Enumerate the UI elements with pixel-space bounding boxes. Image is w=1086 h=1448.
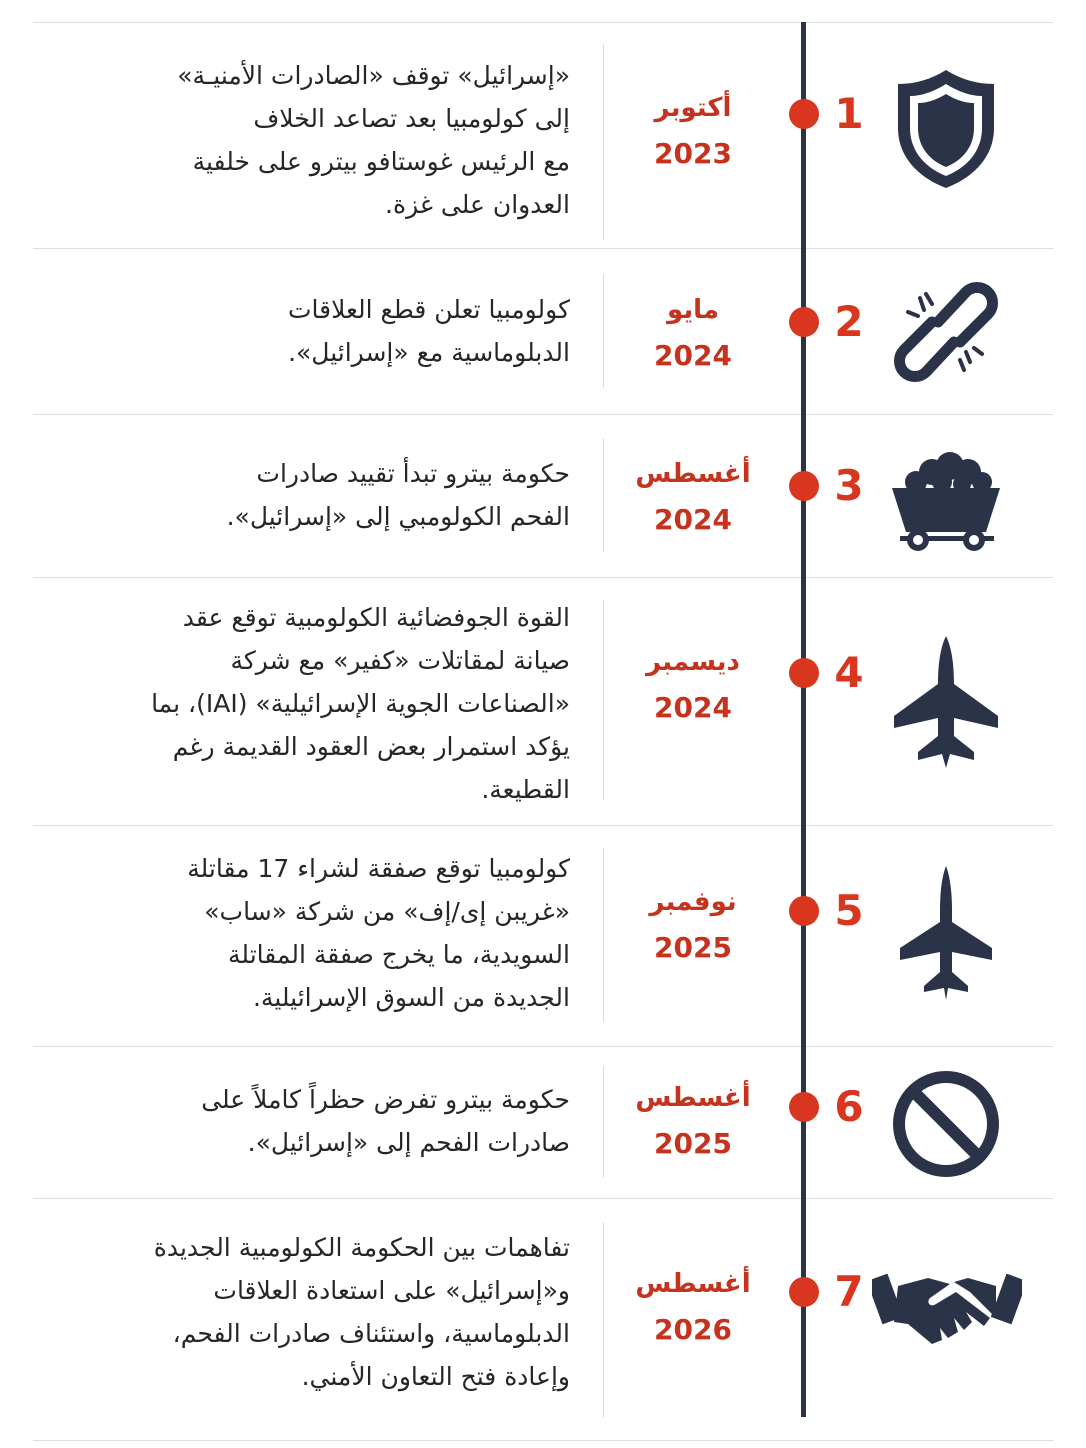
event-number: 2 [834,297,864,346]
broken-chain-icon [886,272,1016,392]
event-year: 2025 [654,931,732,964]
row-divider [33,248,1053,249]
event-description [60,1078,570,1164]
event-description [60,1226,570,1398]
event-date [618,452,768,544]
event-year: 2023 [654,137,732,170]
description-line: تفاهمات بين الحكومة الكولومبية الجديدة [153,1233,570,1262]
event-date [618,640,768,732]
timeline-axis [801,22,806,1417]
description-line: القطيعة. [481,775,570,804]
fighter-jet-icon [886,632,1016,772]
event-date [618,1262,768,1354]
event-month: أغسطس [635,1083,751,1113]
event-month: أكتوبر [654,93,732,123]
event-description [60,54,570,226]
description-line: الفحم الكولومبي إلى «إسرائيل». [226,502,570,531]
description-line: إلى كولومبيا بعد تصاعد الخلاف [253,104,570,133]
event-description [60,847,570,1019]
event-year: 2025 [654,1127,732,1160]
event-month: ديسمبر [646,647,740,677]
event-number: 5 [834,886,864,935]
event-description [60,452,570,538]
event-description [60,288,570,374]
prohibited-icon [886,1064,1016,1184]
row-divider [33,1046,1053,1047]
timeline-dot [789,307,819,337]
row-divider [33,414,1053,415]
description-line: القوة الجوفضائية الكولومبية توقع عقد [182,603,570,632]
column-separator [603,1222,604,1418]
column-separator [603,438,604,552]
row-divider [33,825,1053,826]
event-month: مايو [667,295,719,325]
description-line: مع الرئيس غوستافو بيترو على خلفية [192,147,570,176]
row-divider [33,1440,1053,1441]
description-line: كولومبيا تعلن قطع العلاقات [287,295,570,324]
event-year: 2024 [654,339,732,372]
description-line: حكومة بيترو تبدأ تقييد صادرات [256,459,570,488]
row-divider [33,1198,1053,1199]
description-line: و«إسرائيل» على استعادة العلاقات [213,1276,570,1305]
description-line: الدبلوماسية مع «إسرائيل». [288,338,570,367]
description-line: يؤكد استمرار بعض العقود القديمة رغم [172,732,570,761]
event-year: 2026 [654,1313,732,1346]
description-line: «إسرائيل» توقف «الصادرات الأمنيـة» [177,61,570,90]
description-line: «الصناعات الجوية الإسرائيلية» (IAI)، بما [151,689,570,718]
event-number: 3 [834,461,864,510]
event-number: 6 [834,1082,864,1131]
event-month: أغسطس [635,1269,751,1299]
row-divider [33,577,1053,578]
column-separator [603,1066,604,1178]
event-month: أغسطس [635,459,751,489]
event-date [618,288,768,380]
event-year: 2024 [654,503,732,536]
description-line: السويدية، ما يخرج صفقة المقاتلة [228,940,570,969]
column-separator [603,848,604,1022]
coal-cart-icon [886,442,1016,558]
event-description [60,596,570,811]
description-line: حكومة بيترو تفرض حظراً كاملاً على [201,1085,570,1114]
event-number: 4 [834,648,864,697]
description-line: «غريبن إى/إف» من شركة «ساب» [204,897,570,926]
shield-icon [886,66,1016,190]
event-date [618,1076,768,1168]
description-line: العدوان على غزة. [385,190,570,219]
timeline-dot [789,1092,819,1122]
timeline-dot [789,658,819,688]
event-month: نوفمبر [649,887,737,917]
description-line: صيانة لمقاتلات «كفير» مع شركة [230,646,570,675]
fighter-jet-icon [886,862,1016,1004]
event-date [618,880,768,972]
description-line: الدبلوماسية، واستئناف صادرات الفحم، [172,1319,570,1348]
timeline-dot [789,99,819,129]
event-number: 7 [834,1267,864,1316]
handshake-icon [872,1252,1002,1362]
column-separator [603,44,604,240]
description-line: وإعادة فتح التعاون الأمني. [301,1362,570,1391]
event-number: 1 [834,89,864,138]
description-line: صادرات الفحم إلى «إسرائيل». [247,1128,570,1157]
timeline-dot [789,896,819,926]
timeline-dot [789,1277,819,1307]
row-divider [33,22,1053,23]
column-separator [603,600,604,800]
description-line: كولومبيا توقع صفقة لشراء 17 مقاتلة [187,854,570,883]
timeline-dot [789,471,819,501]
event-date [618,86,768,178]
event-year: 2024 [654,691,732,724]
column-separator [603,274,604,388]
description-line: الجديدة من السوق الإسرائيلية. [252,983,570,1012]
